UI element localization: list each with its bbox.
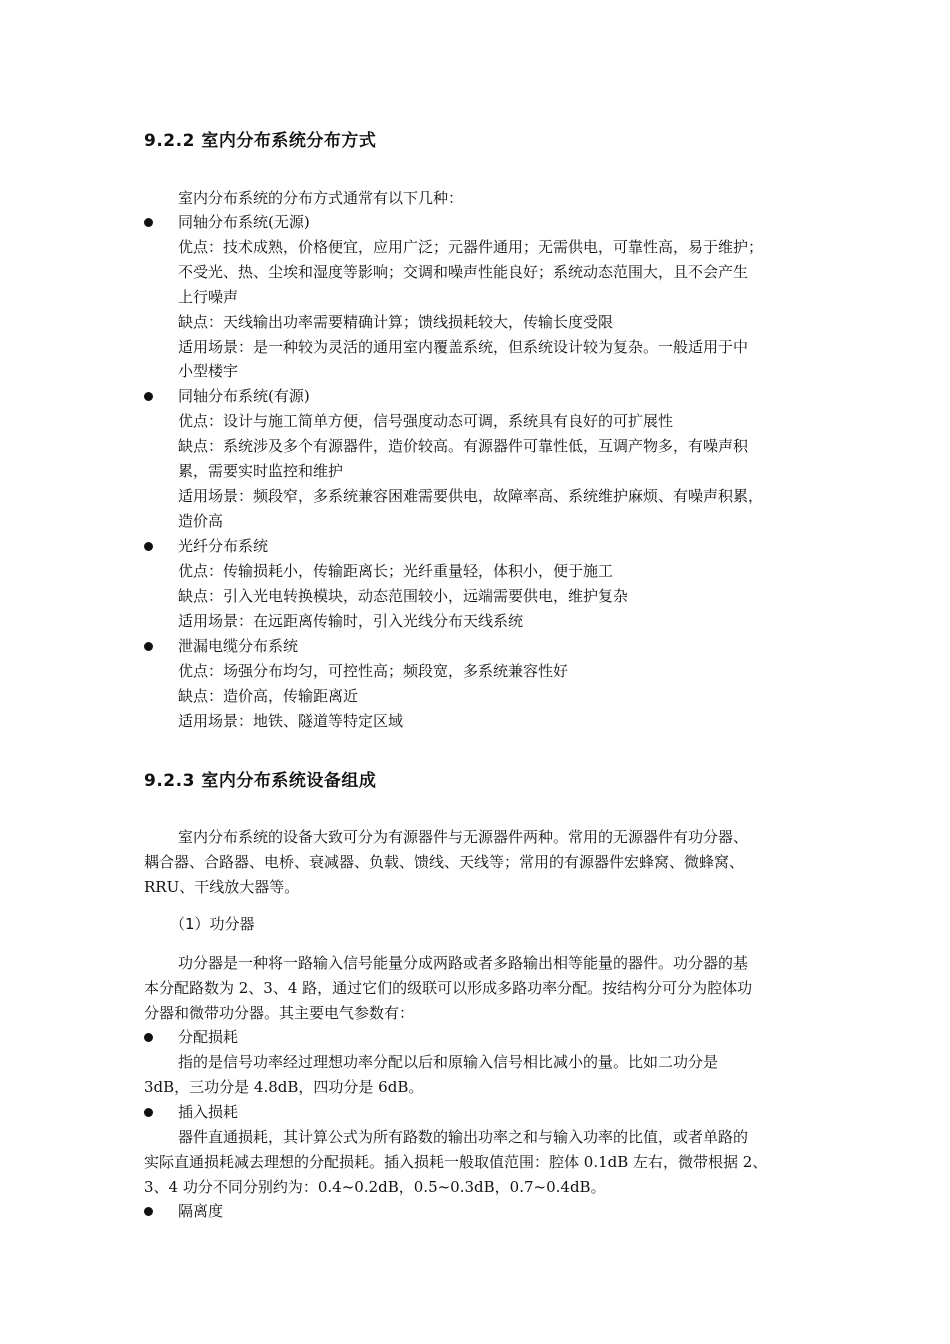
bullet-icon <box>144 642 153 651</box>
paragraph-line: 功分器是一种将一路输入信号能量分成两路或者多路输出相等能量的器件。功分器的基 <box>178 954 749 972</box>
paragraph-line: RRU、干线放大器等。 <box>144 878 300 896</box>
paragraph-line: 本分配路数为 2、3、4 路，通过它们的级联可以形成多路功率分配。按结构分可分为腔体功 <box>144 979 753 997</box>
section-heading-9-2-3: 9.2.3 室内分布系统设备组成 <box>144 771 377 791</box>
bullet-icon <box>144 1033 153 1042</box>
bullet-icon <box>144 1108 153 1117</box>
bullet-icon <box>144 542 153 551</box>
paragraph-line: 3、4 功分不同分别约为：0.4~0.2dB，0.5~0.3dB，0.7~0.4dB。 <box>144 1178 606 1196</box>
paragraph-line: 3dB，三功分是 4.8dB，四功分是 6dB。 <box>144 1078 424 1096</box>
list-item-text: 适用场景：在远距离传输时，引入光线分布天线系统 <box>178 612 524 630</box>
list-item-text: 缺点：引入光电转换模块，动态范围较小，远端需要供电，维护复杂 <box>178 587 629 605</box>
paragraph-line: 指的是信号功率经过理想功率分配以后和原输入信号相比减小的量。比如二功分是 <box>178 1053 719 1071</box>
list-item-text: 优点：技术成熟，价格便宜，应用广泛；元器件通用；无需供电，可靠性高，易于维护； <box>178 238 764 256</box>
param-title: 隔离度 <box>178 1202 224 1220</box>
list-item-text: 上行噪声 <box>178 288 239 306</box>
list-item-title: 泄漏电缆分布系统 <box>178 637 299 655</box>
intro-text: 室内分布系统的分布方式通常有以下几种： <box>178 189 464 207</box>
bullet-icon <box>144 218 153 227</box>
section-heading-9-2-2: 9.2.2 室内分布系统分布方式 <box>144 131 377 151</box>
bullet-icon <box>144 392 153 401</box>
list-item-text: 缺点：天线输出功率需要精确计算；馈线损耗较大，传输长度受限 <box>178 313 614 331</box>
list-item-title: 同轴分布系统(有源) <box>178 387 310 405</box>
list-item-text: 造价高 <box>178 512 224 530</box>
paragraph-line: 器件直通损耗，其计算公式为所有路数的输出功率之和与输入功率的比值，或者单路的 <box>178 1128 749 1146</box>
param-title: 分配损耗 <box>178 1028 239 1046</box>
paragraph-line: 实际直通损耗减去理想的分配损耗。插入损耗一般取值范围：腔体 0.1dB 左右，微带根据 2、 <box>144 1153 768 1171</box>
list-item-text: 缺点：系统涉及多个有源器件，造价较高。有源器件可靠性低，互调产物多，有噪声积 <box>178 437 749 455</box>
paragraph-line: 室内分布系统的设备大致可分为有源器件与无源器件两种。常用的无源器件有功分器、 <box>178 828 749 846</box>
list-item-text: 适用场景：是一种较为灵活的通用室内覆盖系统，但系统设计较为复杂。一般适用于中 <box>178 338 749 356</box>
list-item-text: 优点：设计与施工简单方便，信号强度动态可调，系统具有良好的可扩展性 <box>178 412 674 430</box>
list-item-text: 不受光、热、尘埃和湿度等影响；交调和噪声性能良好；系统动态范围大，且不会产生 <box>178 263 749 281</box>
bullet-icon <box>144 1207 153 1216</box>
list-item-title: 同轴分布系统(无源) <box>178 213 310 231</box>
list-item-text: 小型楼宇 <box>178 362 239 380</box>
paragraph-line: 耦合器、合路器、电桥、衰减器、负载、馈线、天线等；常用的有源器件宏蜂窝、微蜂窝、 <box>144 853 745 871</box>
list-item-text: 缺点：造价高，传输距离近 <box>178 687 359 705</box>
list-item-title: 光纤分布系统 <box>178 537 269 555</box>
subsection-heading: （1）功分器 <box>170 915 255 933</box>
list-item-text: 优点：场强分布均匀，可控性高；频段宽，多系统兼容性好 <box>178 662 569 680</box>
paragraph-line: 分器和微带功分器。其主要电气参数有： <box>144 1004 415 1022</box>
param-title: 插入损耗 <box>178 1103 239 1121</box>
list-item-text: 适用场景：地铁、隧道等特定区域 <box>178 712 404 730</box>
list-item-text: 累，需要实时监控和维护 <box>178 462 344 480</box>
list-item-text: 优点：传输损耗小，传输距离长；光纤重量轻，体积小，便于施工 <box>178 562 614 580</box>
list-item-text: 适用场景：频段窄，多系统兼容困难需要供电，故障率高、系统维护麻烦、有噪声积累， <box>178 487 764 505</box>
